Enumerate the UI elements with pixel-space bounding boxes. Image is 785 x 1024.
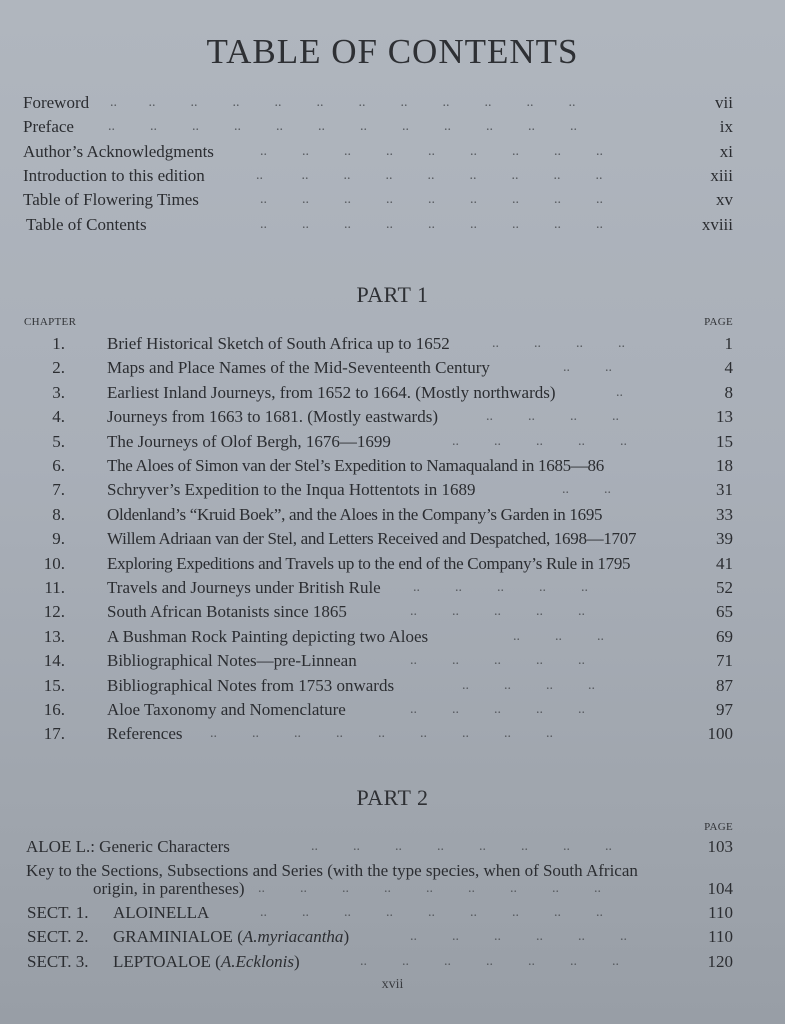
chapter-number: 6. [52,456,65,475]
leader-dots: .. .. .. [513,628,604,644]
page-column-header: PAGE [704,316,733,328]
chapter-title: Brief Historical Sketch of South Africa up to 1652 [107,334,450,353]
section-number: SECT. 2. [27,927,89,946]
chapter-title: Exploring Expeditions and Travels up to the end of the Company’s Rule in 1795 [107,553,631,573]
chapter-row [0,576,785,600]
chapter-row [0,722,785,746]
leader-dots: .. .. .. .. .. .. .. .. .. .. .. .. [108,119,577,134]
leader-dots: .. .. .. .. .. .. [410,929,627,944]
chapter-title: Aloe Taxonomy and Nomenclature [107,700,346,719]
chapter-number: 5. [52,431,65,451]
chapter-number: 4. [52,407,65,427]
entry-label: Table of Flowering Times [23,190,199,209]
section-title: LEPTOALOE (A.Ecklonis) [113,952,300,971]
leader-dots: .. .. .. .. .. [413,580,588,595]
chapter-title: Oldenland’s “Kruid Boek”, and the Aloes in the Company’s Garden in 1695 [107,504,603,524]
leader-dots: .. .. .. .. .. .. .. .. .. [258,881,601,896]
chapter-title: The Journeys of Olof Bergh, 1676—1699 [107,431,391,451]
chapter-page: 13 [716,407,733,427]
chapter-number: 15. [43,675,65,695]
chapter-page: 52 [716,578,733,597]
chapter-page: 8 [724,382,733,402]
entry-label: Key to the Sections, Subsections and Series (with the type species, when of South African [26,861,638,880]
toc-section-2 [0,925,785,949]
section-number: SECT. 3. [27,952,89,971]
leader-dots: .. .. .. .. [462,677,595,693]
section-name: LEPTOALOE [113,952,211,971]
leader-dots: .. .. .. .. [486,409,619,425]
entry-page: 110 [708,927,733,946]
leader-dots: .. .. .. .. .. [410,702,585,717]
chapter-number: 2. [52,358,65,378]
type-species: A.myriacantha [242,927,344,946]
chapter-page: 65 [716,602,733,622]
chapter-number: 3. [52,382,65,402]
entry-page: xviii [701,215,733,234]
chapter-number: 7. [52,480,65,500]
chapter-row [0,552,785,576]
chapter-number: 17. [43,724,65,744]
leader-dots: .. .. .. .. .. .. .. [360,954,619,969]
section-name: GRAMINIALOE [113,927,233,946]
chapter-row [0,430,785,454]
chapter-title: Earliest Inland Journeys, from 1652 to 1664. (Mostly northwards) [107,382,556,402]
chapter-number: 8. [52,504,65,524]
chapter-row [0,625,785,649]
chapter-page: 1 [724,334,733,353]
toc-entry-foreword [0,91,785,115]
leader-dots: .. .. .. .. .. [452,433,627,449]
page-title: TABLE OF CONTENTS [206,32,579,71]
chapter-page: 4 [724,358,733,378]
chapter-title: Bibliographical Notes—pre-Linnean [107,651,357,671]
leader-dots: .. .. .. .. .. .. .. .. .. [210,726,553,742]
chapter-row [0,381,785,405]
chapter-number: 1. [52,334,65,353]
entry-page: xv [716,190,733,209]
entry-page: 120 [707,952,733,971]
part1-heading: PART 1 [356,282,429,307]
chapter-title: Maps and Place Names of the Mid-Seventeenth Century [107,358,490,378]
toc-section-3 [0,950,785,974]
part2-heading: PART 2 [356,785,429,810]
toc-entry-flowering-times [0,188,785,212]
leader-dots: .. .. .. .. .. .. .. .. .. [260,192,603,207]
chapter-row [0,674,785,698]
entry-label: Foreword [23,93,90,112]
chapter-page: 39 [716,529,733,549]
chapter-column-header: CHAPTER [24,316,77,328]
toc-entry-preface [0,115,785,139]
chapter-row [0,698,785,722]
entry-page: ix [719,117,733,136]
leader-dots: .. .. .. .. .. .. .. .. .. [256,168,603,183]
chapter-page: 31 [716,480,733,500]
entry-page: xi [719,142,733,161]
chapter-title: South African Botanists since 1865 [107,602,347,622]
chapter-title: References [107,724,183,744]
chapter-page: 41 [716,553,733,573]
toc-entry-acknowledgments [0,140,785,164]
entry-page: 103 [707,837,733,856]
chapter-row [0,478,785,502]
chapter-number: 10. [43,553,65,573]
chapter-row [0,454,785,478]
toc-entry-generic-characters [0,835,785,859]
leader-dots: .. .. .. .. .. [410,653,585,669]
chapter-title: Schryver’s Expedition to the Inqua Hottentots in 1689 [107,480,476,500]
chapter-row [0,405,785,429]
chapter-title: A Bushman Rock Painting depicting two Aloes [107,626,429,646]
chapter-page: 100 [707,724,733,744]
chapter-page: 15 [716,431,733,451]
chapter-row [0,600,785,624]
chapter-page: 71 [716,651,733,671]
chapter-number: 12. [43,602,65,622]
leader-dots: .. .. .. .. .. .. .. .. .. .. .. .. [110,95,576,110]
entry-page: vii [715,93,733,112]
leader-dots: .. .. .. .. .. .. .. .. [311,839,612,854]
entry-page: 110 [708,903,733,922]
leader-dots: .. .. [562,482,611,498]
leader-dots: .. [616,384,623,400]
section-number: SECT. 1. [27,903,89,922]
leader-dots: .. .. .. .. .. .. .. .. .. [260,217,603,232]
toc-entry-introduction [0,164,785,188]
entry-label: Preface [23,117,74,136]
chapter-number: 13. [43,626,65,646]
chapter-row [0,332,785,356]
chapter-page: 87 [716,675,733,695]
section-name: ALOINELLA [113,903,210,922]
chapter-number: 16. [43,700,65,719]
chapter-page: 97 [716,700,733,719]
part2-page-column-header: PAGE [704,821,733,833]
page-folio: xvii [381,977,404,992]
chapter-number: 11. [44,578,65,597]
entry-page: 104 [707,879,733,898]
toc-section-1 [0,901,785,925]
chapter-page: 69 [716,626,733,646]
entry-page: xiii [710,166,733,185]
toc-entry-key-line2 [0,877,785,901]
chapter-row [0,503,785,527]
chapter-title: Journeys from 1663 to 1681. (Mostly eastwards) [107,407,438,427]
entry-label: ALOE L.: Generic Characters [26,837,230,856]
chapter-title: The Aloes of Simon van der Stel’s Expedition to Namaqualand in 1685—86 [107,456,604,475]
entry-label: Author’s Acknowledgments [23,142,214,161]
leader-dots: .. .. [563,360,612,376]
entry-label: Table of Contents [26,215,147,234]
type-species: A.Ecklonis [220,952,294,971]
toc-entry-table-of-contents [0,213,785,237]
chapter-title: Bibliographical Notes from 1753 onwards [107,675,395,695]
chapter-page: 18 [716,456,733,475]
leader-dots: .. .. .. .. .. .. .. .. .. [260,905,603,920]
chapter-page: 33 [716,504,733,524]
section-title: GRAMINIALOE (A.myriacantha) [113,927,350,946]
entry-label: origin, in parentheses) [93,879,245,898]
leader-dots: .. .. .. .. .. .. .. .. .. [260,144,603,159]
chapter-number: 14. [43,651,65,671]
leader-dots: .. .. .. .. .. [410,604,585,620]
chapter-title: Travels and Journeys under British Rule [107,578,381,597]
chapter-row [0,527,785,551]
chapter-row [0,356,785,380]
chapter-number: 9. [52,529,65,549]
chapter-row [0,649,785,673]
leader-dots: .. .. .. .. [492,336,625,351]
chapter-title: Willem Adriaan van der Stel, and Letters Received and Despatched, 1698—1707 [107,529,637,549]
entry-label: Introduction to this edition [23,166,205,185]
